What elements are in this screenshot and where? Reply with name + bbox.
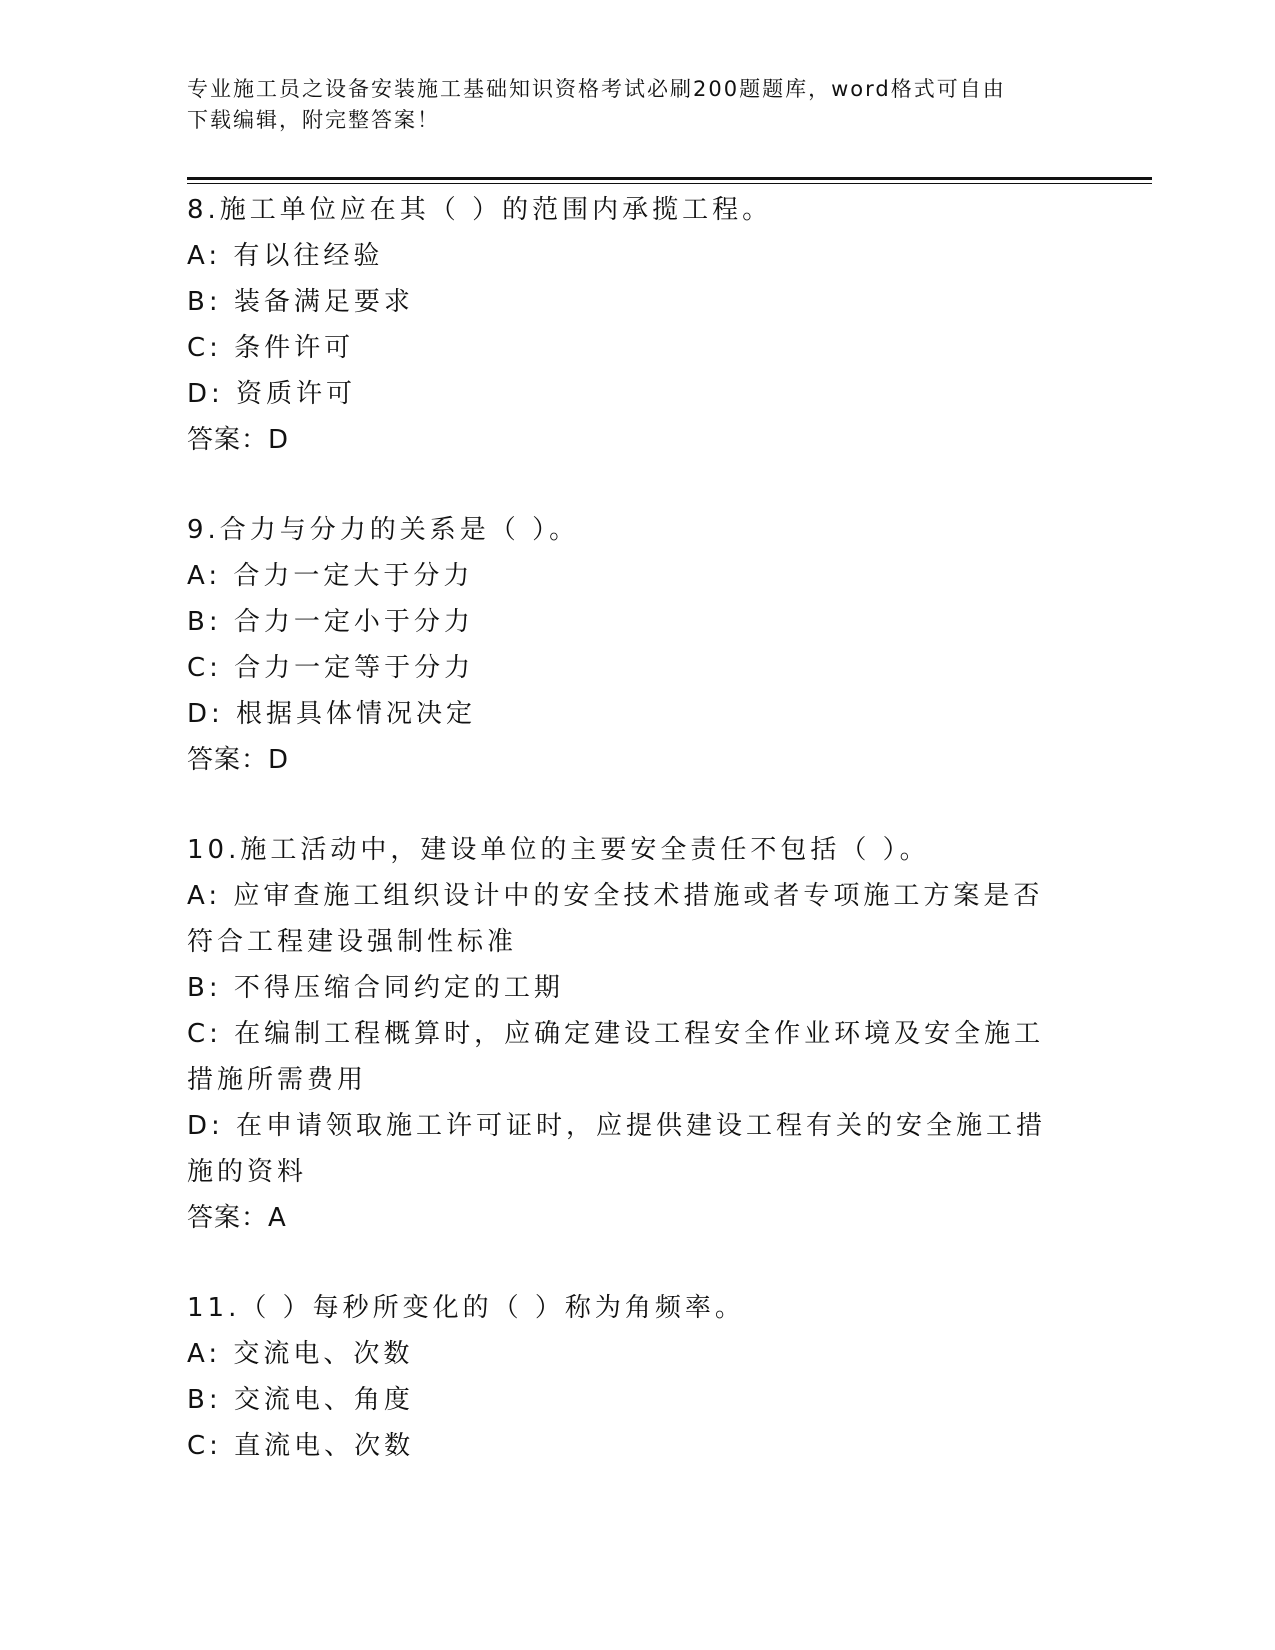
header-line-2: 下载编辑，附完整答案！: [187, 108, 440, 132]
question-10: [187, 827, 1067, 1241]
question-8: [187, 187, 1067, 463]
document-header: [187, 74, 1067, 136]
option-b: B: 不得压缩合同约定的工期: [187, 973, 564, 1003]
option-c: C: 在编制工程概算时，应确定建设工程安全作业环境及安全施工措施所需费用: [187, 1019, 1045, 1095]
option-d: D: 资质许可: [187, 379, 357, 409]
option-b: B: 合力一定小于分力: [187, 607, 474, 637]
option-a: A: 交流电、次数: [187, 1339, 414, 1369]
question-9: [187, 507, 1067, 783]
option-d: D: 根据具体情况决定: [187, 699, 477, 729]
option-c: C: 直流电、次数: [187, 1431, 415, 1461]
question-stem: 9.合力与分力的关系是（ ）。: [187, 515, 580, 545]
header-divider-thin: [187, 183, 1152, 184]
option-c: C: 合力一定等于分力: [187, 653, 475, 683]
option-d: D: 在申请领取施工许可证时，应提供建设工程有关的安全施工措施的资料: [187, 1111, 1047, 1187]
question-list: [187, 187, 1067, 1513]
option-b: B: 交流电、角度: [187, 1385, 414, 1415]
answer: 答案：A: [187, 1203, 287, 1233]
question-stem: 8.施工单位应在其（ ）的范围内承揽工程。: [187, 195, 773, 225]
question-11: [187, 1285, 1067, 1469]
question-stem: 10.施工活动中，建设单位的主要安全责任不包括（ ）。: [187, 835, 930, 865]
option-a: A: 有以往经验: [187, 241, 384, 271]
option-b: B: 装备满足要求: [187, 287, 414, 317]
option-a: A: 应审查施工组织设计中的安全技术措施或者专项施工方案是否符合工程建设强制性标准: [187, 881, 1044, 957]
answer: 答案：D: [187, 425, 290, 455]
question-stem: 11.（ ）每秒所变化的（ ）称为角频率。: [187, 1293, 745, 1323]
header-line-1: 专业施工员之设备安装施工基础知识资格考试必刷200题题库，word格式可自由: [187, 77, 1006, 101]
answer: 答案：D: [187, 745, 290, 775]
header-divider-thick: [187, 177, 1152, 180]
option-c: C: 条件许可: [187, 333, 355, 363]
option-a: A: 合力一定大于分力: [187, 561, 474, 591]
